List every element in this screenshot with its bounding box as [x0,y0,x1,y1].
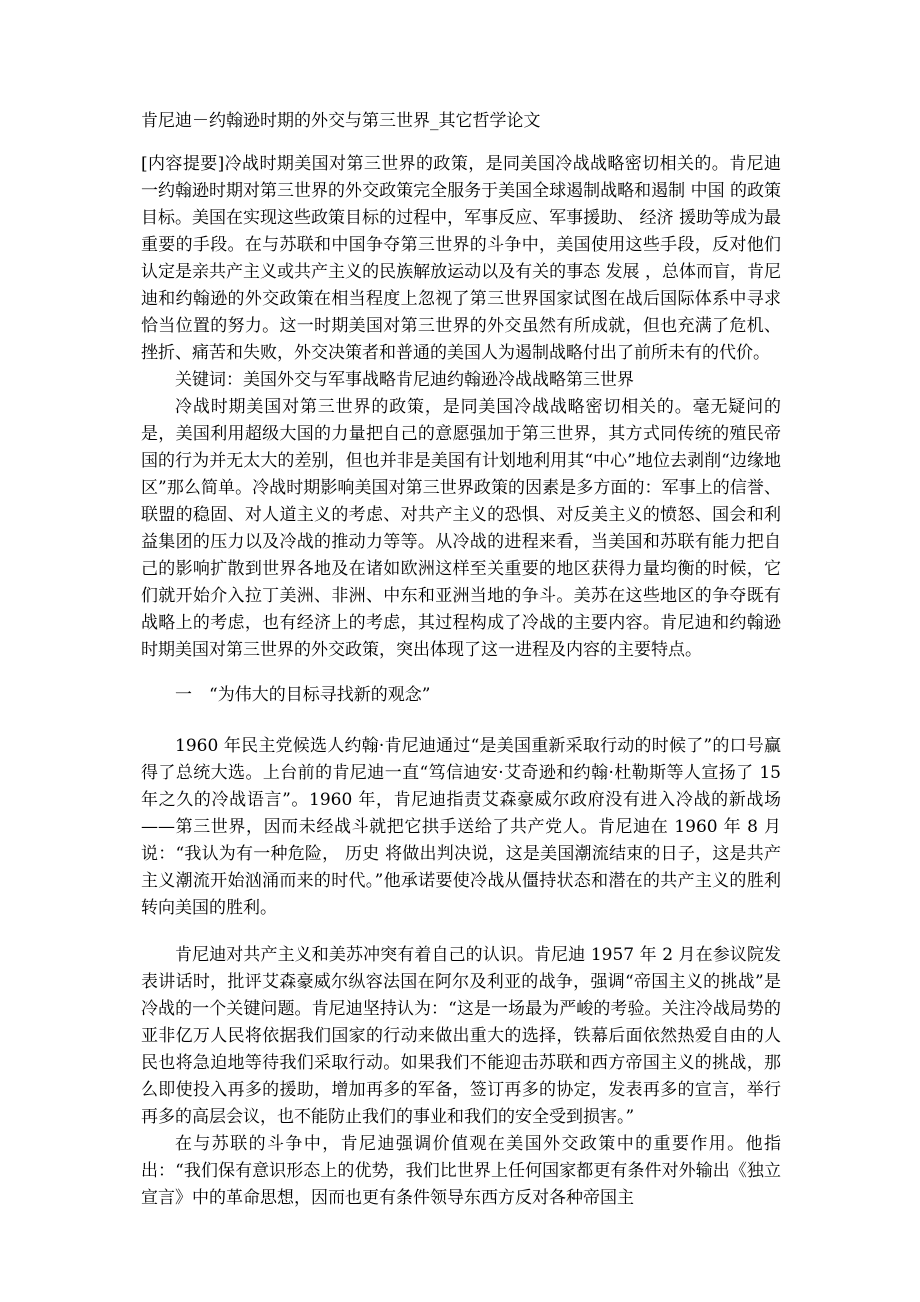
section-heading: 一 “为伟大的目标寻找新的观念” [175,685,431,705]
intro-paragraph: 冷战时期美国对第三世界的政策，是同美国冷战战略密切相关的。毫无疑问的是，美国利用超级大国的力量把自己的意愿强加于第三世界，其方式同传统的殖民帝国的行为并无太大的差别，但也并非是美国有计划地利用其“中心”地位去剥削“边缘地区”那么简单。冷战时期影响美国对第三世界政策的因素是多方面的：军事上的信誉、联盟的稳固、对人道主义的考虑、对共产主义的恐惧、对反美主义的愤怒、国会和利益集团的压力以及冷战的推动力等等。从冷战的进程来看，当美国和苏联有能力把自己的影响扩散到世界各地及在诸如欧洲这样至关重要的地区获得力量均衡的时候，它们就开始介入拉丁美洲、非洲、中东和亚洲当地的争斗。美苏在这些地区的争夺既有战略上的考虑，也有经济上的考虑，其过程构成了冷战的主要内容。肯尼迪和约翰逊时期美国对第三世界的外交政策，突出体现了这一进程及内容的主要特点。 [141,397,781,660]
keywords-line: 关键词：美国外交与军事战略肯尼迪约翰逊冷战战略第三世界 [175,370,634,390]
body-paragraph-2: 肯尼迪对共产主义和美苏冲突有着自己的认识。肯尼迪 1957 年 2 月在参议院发表讲话时，批评艾森豪威尔纵容法国在阿尔及利亚的战争，强调“帝国主义的挑战”是冷战的一个关键问题。肯尼迪坚持认为：“这是一场最为严峻的考验。关注冷战局势的亚非亿万人民将依据我们国家的行动来做出重大的选择，铁幕后面依然热爱自由的人民也将急迫地等待我们采取行动。如果我们不能迎击苏联和西方帝国主义的挑战，那么即使投入再多的援助，增加再多的军备，签订再多的协定，发表再多的宣言，举行再多的高层会议，也不能防止我们的事业和我们的安全受到损害。” [141,945,781,1127]
body-paragraph-3: 在与苏联的斗争中，肯尼迪强调价值观在美国外交政策中的重要作用。他指出：“我们保有意识形态上的优势，我们比世界上任何国家都更有条件对外输出《独立宣言》中的革命思想，因而也更有条件领导东西方反对各种帝国主 [141,1134,781,1208]
abstract-paragraph: [内容提要]冷战时期美国对第三世界的政策，是同美国冷战战略密切相关的。肯尼迪一约翰逊时期对第三世界的外交政策完全服务于美国全球遏制战略和遏制 中国 的政策目标。美国在实现这些政策目标的过程中，军事反应、军事援助、 经济 援助等成为最重要的手段。在与苏联和中国争夺第三世界的斗争中，美国使用这些手段，反对他们认定是亲共产主义或共产主义的民族解放运动以及有关的事态 发展 ，总体而盲，肯尼迪和约翰逊的外交政策在相当程度上忽视了第三世界国家试图在战后国际体系中寻求恰当位置的努力。这一时期美国对第三世界的外交虽然有所成就，但也充满了危机、挫折、痛苦和失败，外交决策者和普通的美国人为遏制战略付出了前所未有的代价。 [141,154,781,363]
body-paragraph-1: 1960 年民主党候选人约翰·肯尼迪通过“是美国重新采取行动的时候了”的口号赢得了总统大选。上台前的肯尼迪一直“笃信迪安·艾奇逊和约翰·杜勒斯等人宣扬了 15 年之久的冷战语言”。1960 年，肯尼迪指责艾森豪威尔政府没有进入冷战的新战场——第三世界，因而未经战斗就把它拱手送给了共产党人。肯尼迪在 1960 年 8 月说：“我认为有一种危险， 历史 将做出判决说，这是美国潮流结束的日子，这是共产主义潮流开始汹涌而来的时代。”他承诺要使冷战从僵持状态和潜在的共产主义的胜利转向美国的胜利。 [141,736,781,918]
document-body [141,151,781,1212]
document-title: 肯尼迪－约翰逊时期的外交与第三世界_其它哲学论文 [141,111,541,131]
document-page [141,109,781,1212]
